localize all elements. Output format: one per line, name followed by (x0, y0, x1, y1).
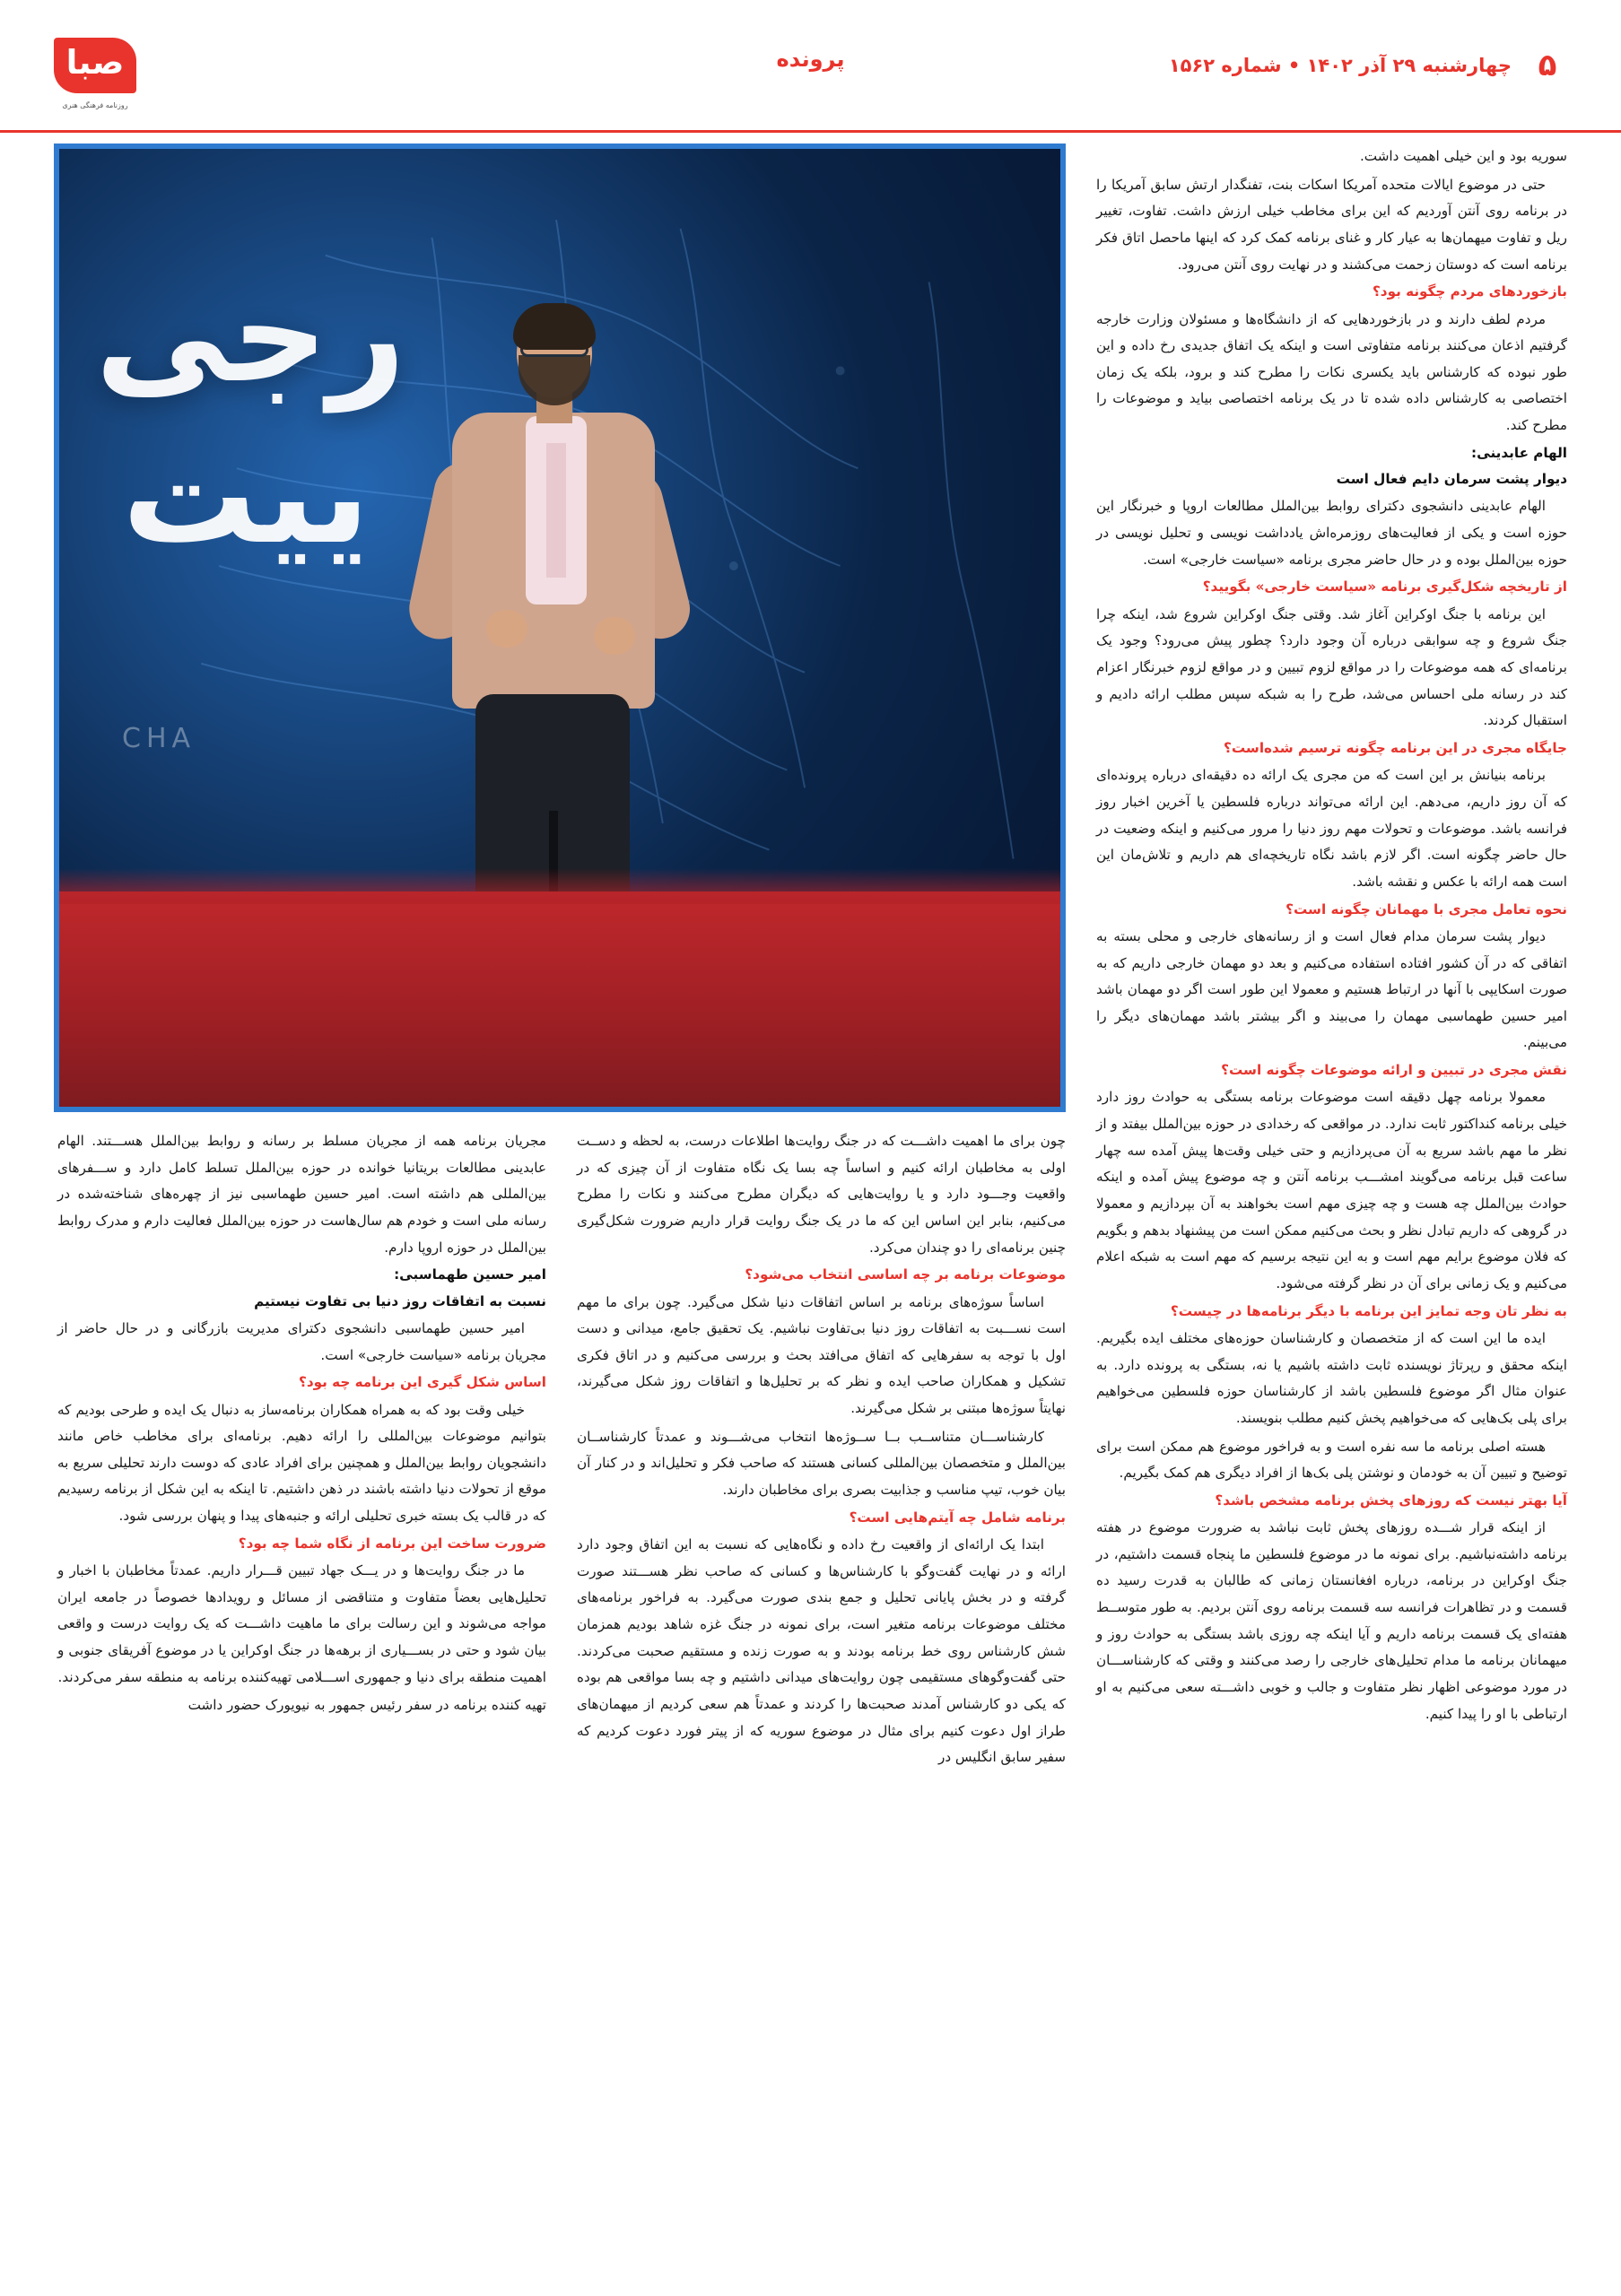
paragraph: ابتدا یک ارائه‌ای از واقعیت رخ داده و نگاه‌هایی که نسبت به این اتفاق وجود دارد ارائه و در نهایت گفت‌وگو با کارشناس‌ها و کسانی که صاحب نظر هســـتند صورت گرفته و در بخش پایانی تحلیل و جمع بندی صورت می‌گیرد. به فراخور برنامه‌های مختلف موضوعات برنامه متغیر است، برای نمونه در جنگ غزه شاهد بودیم همزمان شش کارشناس روی خط برنامه بودند و به صورت زنده و مستقیم صحبت می‌کردند. حتی گفت‌وگوهای مستقیمی چون روایت‌های میدانی داشتیم و چه بسا مواقعی هم بوده که یکی دو کارشناس آمدند صحبت‌ها را کردند و عمدتاً هم سعی کردیم از میهمان‌های طراز اول دعوت کنیم برای مثال در موضوع سوریه که از پیتر فورد دعوت کردیم که سفیر سابق انگلیس در (577, 1536, 1066, 1766)
question-heading: موضوعات برنامه بر چه اساسی انتخاب می‌شود؟ (745, 1266, 1066, 1283)
logo-text: صبا (65, 43, 125, 82)
studio-headline-text-2: ییت (122, 418, 370, 574)
interviewee-subtitle: دیوار پشت سرمان دایم فعال است (1336, 471, 1567, 488)
question-heading: برنامه شامل چه آیتم‌هایی است؟ (849, 1509, 1066, 1526)
paragraph: مردم لطف دارند و در بازخورد‌هایی که از دانشگاه‌ها و مسئولان وزارت خارجه گرفتیم اذعان می‌کنند برنامه متفاوتی است و اینکه یک اتفاق جدیدی رخ داده و این طور نبوده که کارشناس باید یکسری نکات را مطرح کند و برود، بلکه یک زمان اختصاصی به کارشناس داده شده تا در یک برنامه اختصاصی بیاید و موضوعات را مطرح کند. (1096, 310, 1567, 434)
question-heading: نحوه تعامل مجری با مهمانان چگونه است؟ (1285, 900, 1567, 918)
figure-hair (513, 303, 596, 350)
newspaper-logo[interactable] (54, 38, 136, 109)
paragraph: مجریان برنامه همه از مجریان مسلط بر رسانه و روابط بین‌الملل هســـتند. الهام عابدینی مطالعات بریتانیا خوانده در حوزه بین‌الملل تسلط کامل دارد و ســـفرهای بین‌المللی هم داشته است. امیر حسین طهماسبی نیز از چهره‌های شناخته‌شده در رسانه ملی است و خودم هم سال‌هاست در حوزه بین‌الملل فعالیت دارم و مدرک روابط بین‌الملل در حوزه اروپا دارم. (57, 1133, 546, 1256)
figure-beard (519, 355, 590, 405)
question-heading: جایگاه مجری در این برنامه چگونه ترسیم شده‌است؟ (1224, 739, 1567, 756)
screen-watermark-text: CHA (122, 723, 196, 754)
paragraph: از اینکه قرار شـــده روزهای پخش ثابت نباشد به ضرورت موضوع در هفته برنامه داشته‌نباشیم. برای نمونه ما در موضوع فلسطین ما پنجاه قسمت داشتیم، در جنگ اوکراین در برنامه، درباره افغانستان زمانی که طالبان به قدرت رسید ده قسمت و در تظاهرات فرانسه سه قسمت برنامه روی آنتن بردیم. به طور متوســط هفته‌ای یک قسمت برنامه داریم و آیا اینکه چه روزی باشد بستگی به حوادث روز و میهمانان برنامه ما مدام تحلیل‌های خارجی را رصد می‌کنند و وقتی که کارشناســـان در مورد موضوعی اظهار نظر متفاوت و جالب و خوبی داشـــته سعی می‌کنیم به او ارتباطی با او را پیدا کنیم. (1096, 1519, 1567, 1722)
issue-date: چهارشنبه ۲۹ آذر ۱۴۰۲ • شماره ۱۵۶۲ (1168, 54, 1512, 76)
logo-mark-icon (54, 38, 136, 109)
interviewee-name: الهام عابدینی: (1471, 444, 1567, 461)
paragraph: هسته اصلی برنامه ما سه نفره است و به فراخور موضوع هم ممکن است برای توضیح و تبیین آن به خودمان و نوشتن پلی بک‌ها از افراد دیگری هم کمک بگیریم. (1096, 1438, 1567, 1482)
column-2 (577, 1128, 1066, 1773)
lower-columns (54, 1128, 1066, 1773)
paragraph: حتی در موضوع ایالات متحده آمریکا اسکات بنت، تفنگدار ارتش سابق آمریکا را در برنامه روی آنتن آوردیم که این برای مخاطب خیلی ارزش داشت. تفاوت، تغییر ریل و تفاوت میهمان‌ها به عیار کار و غنای برنامه کمک کرد که اینها ماحصل اتاق فکر برنامه است که دوستان زحمت می‌کشند و در نهایت روی آنتن می‌رود. (1096, 176, 1567, 273)
question-heading: اساس شکل گیری این برنامه چه بود؟ (299, 1374, 546, 1391)
column-1 (1096, 144, 1567, 2260)
paragraph: چون برای ما اهمیت داشـــت که در جنگ روایت‌ها اطلاعات درست، به لحظه و دســت اولی به مخاطبان ارائه کنیم و اساساً چه بسا یک نگاه متفاوت از آن چیزی که در واقعیت وجـــود دارد و یا روایت‌هایی که دیگران مطرح می‌کنند و نکات را مطرح می‌کنیم، بنابر این اساس این که ما در یک جنگ روایت قرار داریم ضرورت شکل‌گیری چنین برنامه‌ای را دو چندان می‌کرد. (577, 1133, 1066, 1256)
section-title: پرونده (776, 47, 845, 72)
figure-left-hand (486, 610, 527, 648)
question-heading: بازخوردهای مردم چگونه بود؟ (1373, 283, 1567, 300)
photo-inner (59, 149, 1060, 1107)
photo-and-columns (54, 144, 1066, 2260)
column-3 (57, 1128, 546, 1773)
article-photo (54, 144, 1066, 1112)
paragraph: دیوار پشت سرمان مدام فعال است و از رسانه‌های خارجی و محلی بسته به اتفاقی که در آن کشور افتاده استفاده می‌کنیم و بعد دو مهمان خارجی داریم که به صورت اسکایپی با آنها در ارتباط هستیم و معمولا این طور است اگر دو مهمان باشد امیر حسین طهماسبی مهمان را می‌بیند و اگر بیشتر باشد مهمان‌های دیگر را می‌بینم. (1096, 927, 1567, 1051)
studio-headline-text: رجی (95, 257, 406, 413)
figure-tie (546, 443, 566, 578)
question-heading: نقش مجری در تبیین و ارائه موضوعات چگونه است؟ (1221, 1062, 1567, 1079)
paragraph: سوریه بود و این خیلی اهمیت داشت. (1359, 148, 1567, 164)
paragraph: خیلی وقت بود که به همراه همکاران برنامه‌ساز به دنبال یک ایده و طرحی بودیم که بتوانیم موضوعات بین‌المللی را ارائه دهیم. برنامه‌ای برای مخاطب خاص مانند دانشجویان روابط بین‌الملل و همچنین برای افراد عادی که دوست دارند تحلیلی سریع به موقع از تحولات دنیا داشته باشند در ذهن داشتیم. تا اینکه به این شکل از برنامه رسیدیم که در قالب یک بسته خبری تحلیلی ارائه و جنبه‌های پیدا و پنهان بررسی شود. (57, 1401, 546, 1525)
paragraph: امیر حسین طهماسبی دانشجوی دکترای مدیریت بازرگانی و در حال حاضر از مجریان برنامه «سیاست خارجی» است. (57, 1319, 546, 1363)
interviewee-subtitle: نسبت به اتفاقات روز دنیا بی تفاوت نیستیم (254, 1292, 546, 1309)
paragraph: الهام عابدینی دانشجوی دکترای روابط بین‌الملل مطالعات اروپا و خبرنگار این حوزه است و یکی از فعالیت‌های روزمره‌اش یادداشت نویسی و تحلیل نویسی در حوزه بین‌الملل بوده و در حال حاضر مجری برنامه «سیاست خارجی» است. (1096, 498, 1567, 568)
masthead (0, 0, 1621, 133)
paragraph: برنامه بنیانش بر این است که من مجری یک ارائه ده دقیقه‌ای درباره پرونده‌ای که آن روز داریم، می‌دهم. این ارائه می‌تواند درباره فلسطین یا آخرین اخبار روز فرانسه باشد. موضوعات و تحولات مهم روز دنیا را مرور می‌کنیم و اینکه وضعیت در حال حاضر چگونه است. اگر لازم باشد نگاه تاریخچه‌ای هم داریم و تلاش‌مان این است همه ارائه با عکس و نقشه باشد. (1096, 767, 1567, 890)
article-body (54, 144, 1567, 2260)
paragraph: کارشناســـان متناســب بــا ســوژه‌ها انتخاب می‌شـــوند و عمدتاً کارشناســان بین‌الملل و متخصصان بین‌المللی کسانی هستند که صاحب فکر و تحلیل‌اند و در کنار آن بیان خوب، تیپ مناسب و جذابیت بصری برای مخاطبان دارند. (577, 1428, 1066, 1499)
interviewee-name: امیر حسین طهماسبی: (394, 1266, 546, 1283)
paragraph: ایده ما این است که از متخصصان و کارشناسان حوزه‌های مختلف ایده بگیریم. اینکه محقق و رپرتاژ نویسنده ثابت داشته باشیم یا نه، بستگی به پرونده دارد. به عنوان مثال اگر موضوع فلسطین باشد از کارشناسان حوزه فلسطین می‌خواهیم برای پلی بک‌هایی که می‌خواهیم پخش کنیم مطلب بنویسند. (1096, 1329, 1567, 1426)
logo-subtitle: روزنامه فرهنگی هنری (62, 100, 128, 109)
paragraph: تهیه کننده برنامه در سفر رئیس جمهور به نیویورک حضور داشت (187, 1697, 546, 1714)
paragraph: این برنامه با جنگ اوکراین آغاز شد. وقتی جنگ اوکراین شروع شد، اینکه چرا جنگ شروع و چه سوابقی درباره آن وجود دارد؟ چطور پیش می‌رود؟ وجود یک برنامه‌ای که همه موضوعات را در مواقع لزوم تبیین و در مواقع لزوم خبرنگار اعزام کند در رسانه ملی احساس می‌شد، طرح را به شبکه سپس مطلب ارائه دادیم و استقبال کردند. (1096, 605, 1567, 729)
question-heading: آیا بهتر نیست که روزهای پخش برنامه مشخص باشد؟ (1215, 1492, 1567, 1509)
masthead-left (1168, 47, 1567, 83)
paragraph: اساساً سوژه‌های برنامه بر اساس اتفاقات دنیا شکل می‌گیرد. چون برای ما مهم است نســـبت به اتفاقات روز دنیا بی‌تفاوت نباشیم. یک تحقیق جامع، میدانی و دست اول با توجه به سفرهایی که اتفاق می‌افتد بحث و بررسی می‌کنیم و در اتاق فکری تشکیل و همکاران صاحب ایده و نظر که بر تحلیل‌ها و اتفاقات روز شکل می‌گیرند، نهایتاً سوژه‌ها مبتنی بر شکل می‌گیرند. (577, 1293, 1066, 1417)
page-number: ۵ (1538, 47, 1557, 83)
paragraph: ما در جنگ روایت‌ها و در یـــک جهاد تبیین قـــرار داریم. عمدتاً مخاطبان با اخبار و تحلیل‌هایی بعضاً متفاوت و متناقضی از مسائل و رویدادها خصوصاً در جامعه ایران مواجه می‌شوند و این رسالت برای ما ماهیت داشـــت که یک روایت درست و واقعی بیان شود و حتی در بســـیاری از برهه‌ها در جنگ اوکراین یا در موضوع آفریقای جنوبی و اهمیت منطقه برای دنیا و جمهوری اســـلامی تهیه‌کننده برنامه به منطقه سفر می‌کردند. (57, 1562, 546, 1685)
question-heading: ضرورت ساخت این برنامه از نگاه شما چه بود؟ (238, 1535, 546, 1552)
paragraph: معمولا برنامه چهل دقیقه است موضوعات برنامه بستگی به حوادث روز دارد خیلی برنامه کنداکتور ثابت ندارد. در مواقعی که رخدادی در حوزه بین‌الملل بیفتد و از نظر ما مهم باشد سریع به آن می‌پردازیم و حتی خیلی وقت‌ها پیش آمده سه چهار ساعت قبل برنامه می‌گویند امشـــب برنامه آنتن و چه موضوع پیش آمده و اینکه حوادث بین‌الملل چه هست و چه چیزی مهم است بخواهند به آن بپردازیم و معمولا در گروهی که داریم تبادل نظر و بحث می‌کنیم ممکن است من پیشنهاد بدهم و بگویم که فلان موضوع برایم مهم است و به این نتیجه برسیم که مهم است به شبکه اعلام می‌کنیم و یک زمانی برای آن در نظر گرفته می‌شود. (1096, 1089, 1567, 1292)
page-number-box (1528, 47, 1567, 83)
question-heading: به نظر تان وجه تمایز این برنامه با دیگر برنامه‌ها در چیست؟ (1170, 1302, 1567, 1319)
stage-floor (59, 891, 1060, 1107)
figure-right-hand (594, 617, 635, 655)
question-heading: از تاریخچه شکل‌گیری برنامه «سیاست خارجی» بگویید؟ (1202, 578, 1567, 596)
